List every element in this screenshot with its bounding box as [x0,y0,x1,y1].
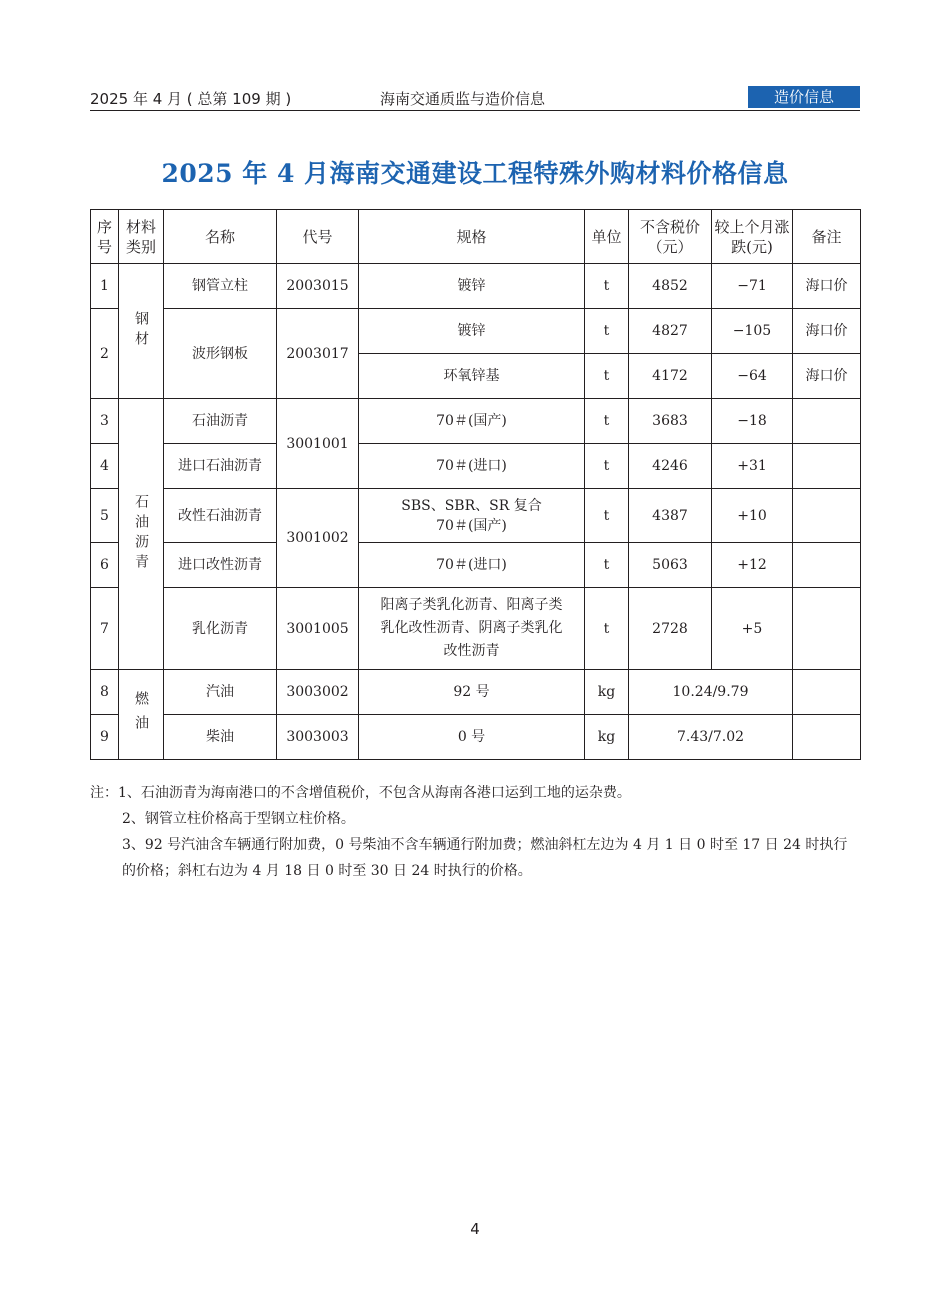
cell-price: 4387 [629,489,712,543]
cell-price: 4852 [629,264,712,309]
cell-remark: 海口价 [793,354,861,399]
header-spec: 规格 [359,210,585,264]
cell-unit: kg [585,715,629,760]
cell-remark [793,489,861,543]
header-category: 材料类别 [119,210,164,264]
cell-remark [793,444,861,489]
note-3: 3、92 号汽油含车辆通行附加费，0 号柴油不含车辆通行附加费；燃油斜杠左边为 4 月 1 日 0 时至 17 日 24 时执行的价格；斜杠右边为 4 月 18 日 0 时至 30 日 24 时执行的价格。 [122,837,848,879]
cell-remark [793,588,861,670]
cell-remark [793,543,861,588]
cell-price: 7.43/7.02 [629,715,793,760]
table-row [91,399,861,444]
cell-spec: 70＃(进口) [359,543,585,588]
cell-spec: 70＃(国产) [359,399,585,444]
cell-name: 进口改性沥青 [164,543,277,588]
spec-line: 乳化改性沥青、阴离子类乳化 [380,620,563,636]
price-table [90,209,861,760]
cell-seq: 5 [91,489,119,543]
table-row [91,489,861,543]
cell-price: 3683 [629,399,712,444]
header-change: 较上个月涨跌(元) [712,210,793,264]
cell-code: 3001005 [277,588,359,670]
cell-code: 3003003 [277,715,359,760]
cell-spec [359,489,585,543]
table-row [91,670,861,715]
cell-spec: 环氧锌基 [359,354,585,399]
issue-label: 2025 年 4 月 ( 总第 109 期 ) [90,90,292,108]
cell-change: −64 [712,354,793,399]
cell-code: 3003002 [277,670,359,715]
cell-seq: 6 [91,543,119,588]
cell-name: 乳化沥青 [164,588,277,670]
cell-seq: 8 [91,670,119,715]
cell-seq: 3 [91,399,119,444]
cell-name: 进口石油沥青 [164,444,277,489]
header-remark: 备注 [793,210,861,264]
cell-remark: 海口价 [793,309,861,354]
cell-remark [793,715,861,760]
header-unit: 单位 [585,210,629,264]
cell-price: 2728 [629,588,712,670]
table-header-row [91,210,861,264]
cell-price: 10.24/9.79 [629,670,793,715]
cell-unit: t [585,489,629,543]
cell-unit: t [585,264,629,309]
table-row [91,543,861,588]
table-row [91,588,861,670]
cell-unit: t [585,354,629,399]
cell-change: −105 [712,309,793,354]
cell-spec: 镀锌 [359,309,585,354]
cell-spec: 镀锌 [359,264,585,309]
cell-unit: t [585,399,629,444]
category-asphalt: 石油沥青 [119,399,164,670]
cell-seq: 4 [91,444,119,489]
spec-line: 70＃(国产) [436,517,507,534]
cell-remark [793,399,861,444]
cell-price: 5063 [629,543,712,588]
page-header [90,86,860,112]
page-title: 2025 年 4 月海南交通建设工程特殊外购材料价格信息 [161,159,789,188]
cell-price: 4246 [629,444,712,489]
cell-name: 钢管立柱 [164,264,277,309]
table-row [91,264,861,309]
spec-line: SBS、SBR、SR 复合 [401,497,542,514]
cell-spec: 0 号 [359,715,585,760]
header-rule [90,110,860,111]
category-fuel: 燃油 [119,670,164,760]
section-tag: 造价信息 [748,86,860,108]
cell-unit: t [585,444,629,489]
cell-remark: 海口价 [793,264,861,309]
cell-unit: t [585,588,629,670]
cell-spec: 70＃(进口) [359,444,585,489]
header-name: 名称 [164,210,277,264]
page-number: 4 [470,1220,480,1238]
cell-name: 波形钢板 [164,309,277,399]
cell-change: +12 [712,543,793,588]
cell-code: 2003017 [277,309,359,399]
spec-line: 阳离子类乳化沥青、阳离子类 [380,597,563,613]
cell-unit: kg [585,670,629,715]
journal-name: 海南交通质监与造价信息 [380,90,546,108]
cell-price: 4827 [629,309,712,354]
cell-name: 石油沥青 [164,399,277,444]
header-code: 代号 [277,210,359,264]
cell-seq: 1 [91,264,119,309]
cell-name: 柴油 [164,715,277,760]
note-2: 2、钢管立柱价格高于型钢立柱价格。 [122,811,355,827]
cell-spec: 92 号 [359,670,585,715]
cell-change: −18 [712,399,793,444]
cell-seq: 7 [91,588,119,670]
table-row [91,309,861,354]
spec-line: 改性沥青 [443,643,500,659]
cell-code: 3001002 [277,489,359,588]
cell-change: +5 [712,588,793,670]
cell-change: +31 [712,444,793,489]
table-row [91,715,861,760]
cell-name: 汽油 [164,670,277,715]
cell-change: −71 [712,264,793,309]
category-steel: 钢材 [119,264,164,399]
table-row [91,444,861,489]
cell-seq: 2 [91,309,119,399]
header-price: 不含税价（元） [629,210,712,264]
cell-unit: t [585,543,629,588]
cell-code: 3001001 [277,399,359,489]
cell-code: 2003015 [277,264,359,309]
cell-spec [359,588,585,670]
header-seq: 序号 [91,210,119,264]
cell-unit: t [585,309,629,354]
cell-remark [793,670,861,715]
cell-price: 4172 [629,354,712,399]
notes [90,780,860,884]
note-1: 注：1、石油沥青为海南港口的不含增值税价，不包含从海南各港口运到工地的运杂费。 [90,785,631,801]
cell-seq: 9 [91,715,119,760]
cell-name: 改性石油沥青 [164,489,277,543]
cell-change: +10 [712,489,793,543]
